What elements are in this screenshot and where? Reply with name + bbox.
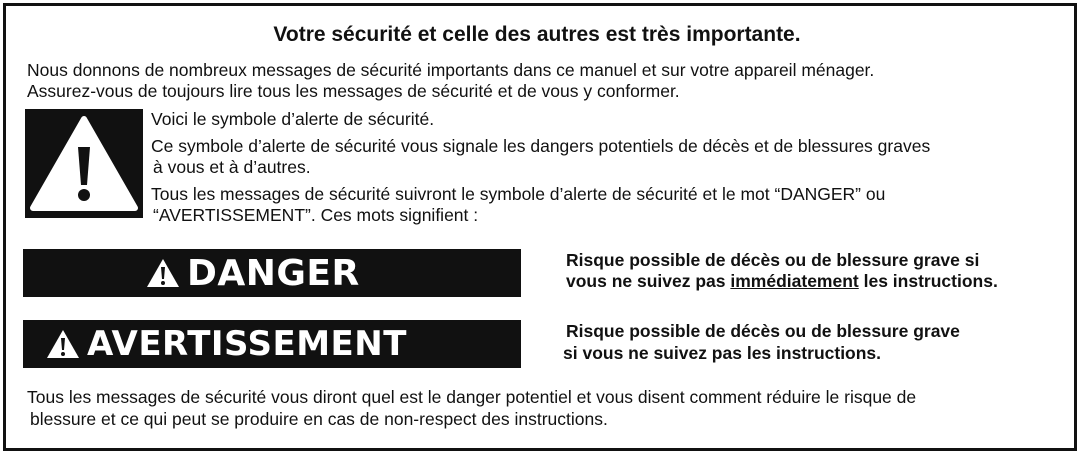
warning-signal-bar: [23, 320, 521, 368]
page-title: Votre sécurité et celle des autres est très importante.: [273, 23, 801, 46]
danger-signal-word: DANGER: [187, 252, 360, 294]
danger-signal-bar: [23, 249, 521, 297]
danger-description-line-1: Risque possible de décès ou de blessure grave si: [566, 250, 980, 270]
symbol-text-line-3: à vous et à d’autres.: [153, 157, 311, 177]
safety-alert-triangle-icon: [25, 109, 143, 218]
danger-description-post: les instructions.: [858, 271, 998, 291]
footer-line-2: blessure et ce qui peut se produire en cas de non-respect des instructions.: [30, 409, 608, 429]
danger-alert-icon: [145, 257, 181, 289]
intro-line-1: Nous donnons de nombreux messages de sécurité importants dans ce manuel et sur votre appareil ménager.: [27, 60, 875, 80]
symbol-text-line-1: Voici le symbole d’alerte de sécurité.: [151, 109, 435, 129]
warning-alert-icon: [45, 328, 81, 360]
warning-description-line-2: si vous ne suivez pas les instructions.: [563, 343, 882, 363]
danger-description-line-2: [566, 271, 998, 292]
footer-line-1: Tous les messages de sécurité vous diront quel est le danger potentiel et vous disent comment réduire le risque de: [27, 387, 917, 407]
symbol-text-line-4: Tous les messages de sécurité suivront le symbole d’alerte de sécurité et le mot “DANGER” ou: [151, 184, 886, 204]
intro-line-2: Assurez-vous de toujours lire tous les messages de sécurité et de vous y conformer.: [27, 81, 680, 101]
symbol-text-line-2: Ce symbole d’alerte de sécurité vous signale les dangers potentiels de décès et de blessures graves: [151, 136, 931, 156]
safety-alert-symbol: [25, 109, 143, 218]
warning-signal-word: AVERTISSEMENT: [87, 324, 407, 364]
symbol-text-line-5: “AVERTISSEMENT”. Ces mots signifient :: [153, 205, 479, 225]
warning-description-line-1: Risque possible de décès ou de blessure grave: [566, 321, 960, 341]
danger-description-emphasis: immédiatement: [730, 271, 859, 291]
danger-description-pre: vous ne suivez pas: [566, 271, 731, 291]
